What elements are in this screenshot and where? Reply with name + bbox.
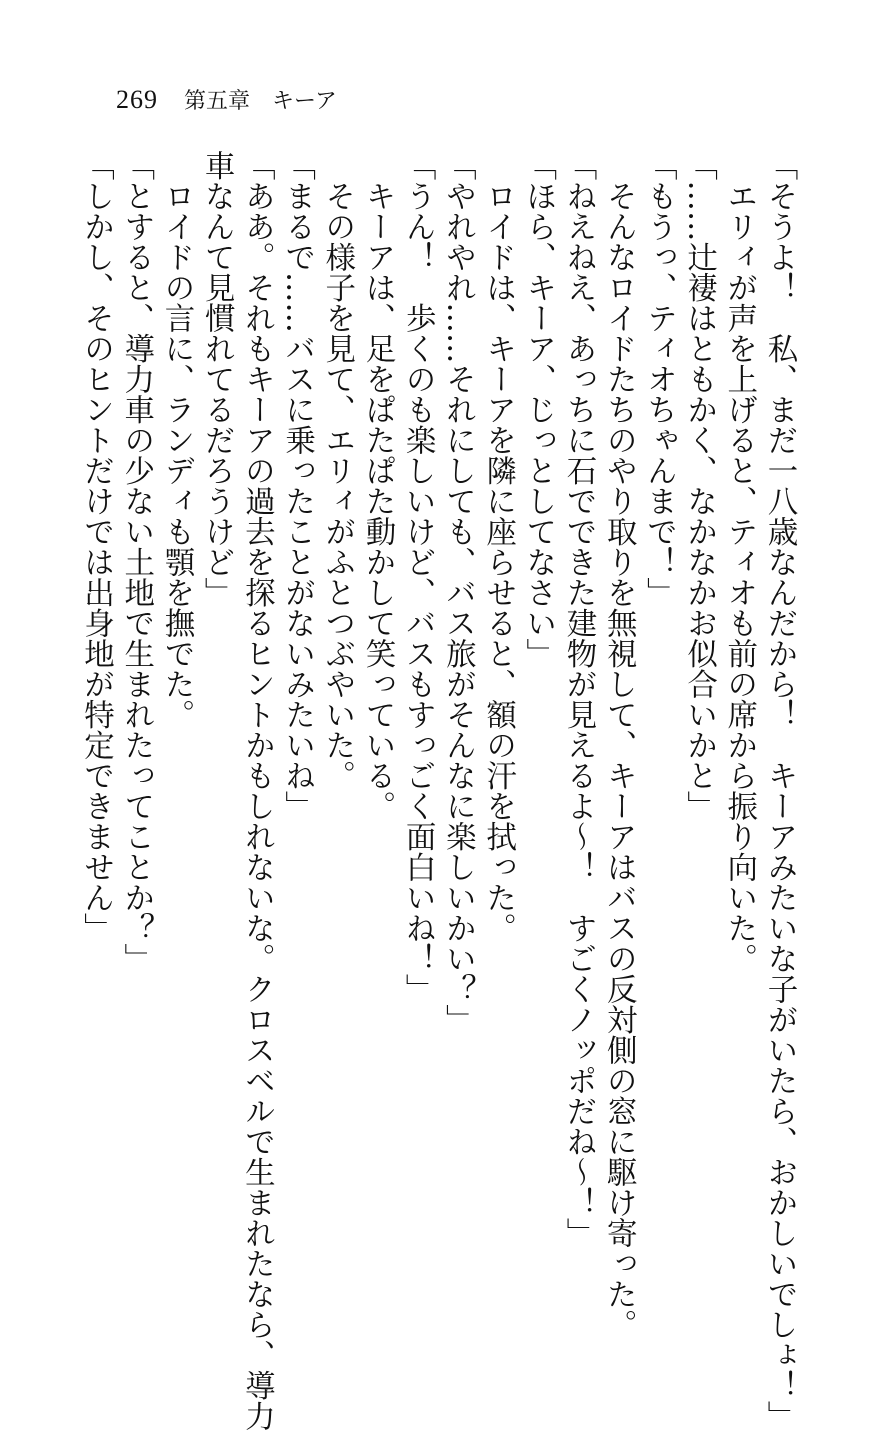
text-line: 「うん！ 歩くのも楽しいけど、バスもすっごく面白いね！」 — [400, 150, 436, 1004]
novel-text-block — [78, 150, 799, 1431]
text-line: 「そうよ！ 私、まだ一八歳なんだから！ キーアみたいな子がいたら、おかしいでしょ！」 — [762, 150, 797, 1431]
text-line: その様子を見て、エリィがふとつぶやいた。 — [319, 150, 355, 791]
text-line: 「やれやれ……それにしても、バス旅がそんなに楽しいかい？」 — [440, 150, 476, 1035]
text-line: 「……辻褄はともかく、なかなかお似合いかと」 — [681, 150, 717, 821]
page-number: 269 — [116, 85, 158, 114]
text-line: 「もうっ、ティオちゃんまで！」 — [641, 150, 677, 608]
text-line: 車なんて見慣れてるだろうけど」 — [199, 150, 235, 608]
text-line: 「まるで……バスに乗ったことがないみたいね」 — [279, 150, 315, 821]
text-line: ロイドは、キーアを隣に座らせると、額の汗を拭った。 — [480, 150, 516, 943]
text-line: 「とすると、導力車の少ない土地で生まれたってことか？」 — [118, 150, 154, 974]
page-header — [116, 84, 337, 114]
text-line: 「ほら、キーア、じっとしてなさい」 — [520, 150, 556, 669]
text-line: 「しかし、そのヒントだけでは出身地が特定できません」 — [78, 150, 114, 943]
chapter-title: 第五章 キーア — [184, 89, 337, 114]
text-line: 「ねえねえ、あっちに石でできた建物が見えるよ〜！ すごくノッポだね〜！」 — [560, 150, 596, 1248]
text-line: ロイドの言に、ランディも顎を撫でた。 — [158, 150, 194, 730]
text-line: エリィが声を上げると、ティオも前の席から振り向いた。 — [721, 150, 757, 974]
text-line: 「ああ。それもキーアの過去を探るヒントかもしれないな。クロスベルで生まれたなら、導力 — [239, 150, 275, 1431]
text-line: キーアは、足をぱたぱた動かして笑っている。 — [359, 150, 395, 821]
text-line: そんなロイドたちのやり取りを無視して、キーアはバスの反対側の窓に駆け寄った。 — [601, 150, 637, 1340]
